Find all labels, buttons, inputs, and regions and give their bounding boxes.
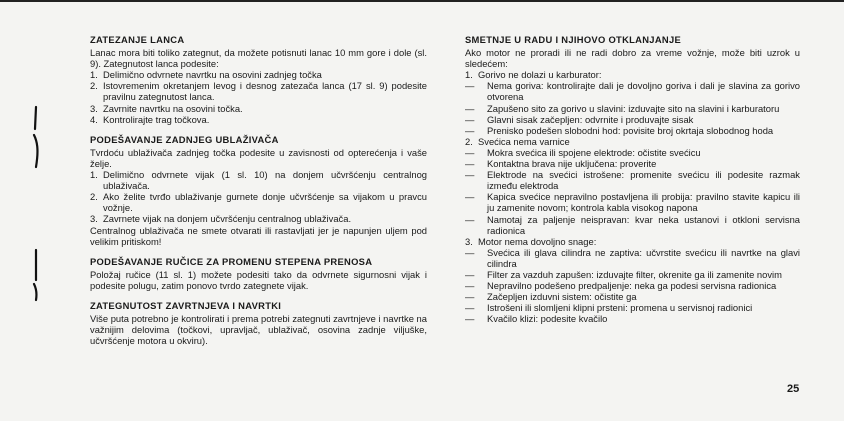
page-number: 25 (787, 383, 800, 395)
section-title: PODEŠAVANJE ZADNJEG UBLAŽIVAČA (90, 133, 279, 145)
section-title: ZATEZANJE LANCA (90, 34, 185, 45)
section-rear-shock (90, 134, 427, 247)
list-item: — Mokra svećica ili spojene elektrode: očistite svećicu (465, 146, 701, 158)
group-label: Svećica nema varnice (478, 135, 570, 147)
dash-list (465, 147, 800, 236)
top-border-line (0, 0, 844, 2)
list-item: — Glavni sisak začepljen: odvrnite i produvajte sisak (465, 113, 694, 125)
right-column (465, 34, 800, 324)
section-title: ZATEGNUTOST ZAVRTNJEVA I NAVRTKI (90, 299, 282, 311)
left-column (90, 34, 427, 355)
dash-list (465, 247, 800, 325)
list-item: — Nema goriva: kontrolirajte dali je dovoljno goriva i dali je slavina za gorivo otvorena (465, 80, 800, 103)
trouble-group-fuel: 1. Gorivo ne dolazi u karburator: — Nema goriva: kontrolirajte dali je dovoljno goriva i dali je slavina za gorivo otvorena — Zapušeno sito za gorivo u slavini: izduvajte sito na slavini i karburatoru — Glavni sisak začepljen: odvrnite i produvajte sisak — Prenisko podešen slobodni hod: povisite broj okrtaja slobodnog hoda (465, 69, 800, 136)
list-item: — Zapušeno sito za gorivo u slavini: izduvajte sito na slavini i karburatoru (465, 102, 780, 114)
section-bolt-tightness (90, 300, 427, 346)
list-item: 1. Delimično odvrnete vijak (1 sl. 10) na donjem učvršćenju centralnog ublaživača. (90, 169, 427, 192)
margin-pen-mark-upper (30, 105, 42, 170)
list-item: — Prenisko podešen slobodni hod: povisite broj okrtaja slobodnog hoda (465, 124, 774, 136)
list-item: 4. Kontrolirajte trag točkova. (90, 113, 210, 125)
list-item: — Namotaj za paljenje neispravan: kvar neka ustanovi i otkloni servisna radionica (465, 213, 800, 236)
list-item: — Kontaktna brava nije uključena: proverite (465, 158, 657, 170)
list-item: 2. Ako želite tvrđo ublaživanje gurnete donje učvršćenje sa vijakom u pravcu vožnje. (90, 191, 427, 214)
section-chain-tension (90, 34, 427, 125)
section-title: PODEŠAVANJE RUČICE ZA PROMENU STEPENA PRENOSA (90, 255, 373, 267)
list-item: — Filter za vazduh zapušen: izduvajte filter, okrenite ga ili zamenite novim (465, 268, 782, 280)
list-item: — Elektrode na svećici istrošene: promenite svećicu ili podesite razmak između elektroda (465, 169, 800, 192)
section-warning: Centralnog ublaživača ne smete otvarati ili rastavljati jer je napunjen uljem pod velikim pritiskom! (90, 224, 427, 247)
section-intro: Lanac mora biti toliko zategnut, da možete potisnuti lanac 10 mm gore i dole (sl. 9). Zategnutost lanca podesite: (90, 47, 427, 70)
section-intro: Položaj ručice (11 sl. 1) možete podesiti tako da odvrnete sigurnosni vijak i podesite polugu, zatim ponovo tvrdo zategnete vijak. (90, 268, 427, 291)
list-item: — Kvačilo klizi: podesite kvačilo (465, 313, 608, 325)
steps-list (90, 169, 427, 224)
steps-list (90, 69, 427, 124)
group-label: Gorivo ne dolazi u karburator: (478, 69, 602, 81)
trouble-group-power: 3. Motor nema dovoljno snage: — Svećica ili glava cilindra ne zaptiva: učvrstite svećicu ili navrtke na glavi cilindra — Filter za vazduh zapušen: izduvajte filter, okrenite ga ili zamenite novim — Nepravilno podešeno predpaljenje: neka ga podesi servisna radionica — Začepljen izduvni sistem: očistite ga — Istrošeni ili slomljeni klipni prsteni: promena u servisnoj radionici — Kvačilo klizi: podesite kvačilo (465, 235, 800, 325)
dash-list (465, 80, 800, 135)
list-item: — Začepljen izduvni sistem: očistite ga (465, 291, 637, 303)
list-item: 2. Istovremenim okretanjem levog i desnog zatezača lanca (17 sl. 9) podesite pravilnu zategnutost lanca. (90, 80, 427, 103)
list-item: 1. Delimično odvrnete navrtku na osovini zadnjeg točka (90, 69, 322, 81)
list-item: 3. Zavrnite navrtku na osovini točka. (90, 102, 243, 114)
margin-pen-mark-lower (30, 248, 42, 303)
section-intro: Tvrdoću ublaživača zadnjeg točka podesite u zavisnosti od opterećenja i vaše želje. (90, 146, 427, 169)
section-gear-lever (90, 256, 427, 291)
trouble-group-spark: 2. Svećica nema varnice — Mokra svećica ili spojene elektrode: očistite svećicu — Kontaktna brava nije uključena: proverite — Elektrode na svećici istrošene: promenite svećicu ili podesite razmak između elektroda — Kapica svećice nepravilno postavljena ili probija: pravilno stavite kapicu ili ju zamenite novom; kontrola kabla visokog napona — Namotaj za paljenje neispravan: kvar neka ustanovi i otkloni servisna radionica (465, 135, 800, 236)
list-item: 3. Zavrnete vijak na donjem učvršćenju centralnog ublaživača. (90, 213, 352, 225)
list-item: — Svećica ili glava cilindra ne zaptiva: učvrstite svećicu ili navrtke na glavi cilindra (465, 246, 800, 269)
list-item: — Nepravilno podešeno predpaljenje: neka ga podesi servisna radionica (465, 280, 777, 292)
list-item: — Kapica svećice nepravilno postavljena ili probija: pravilno stavite kapicu ili ju zamenite novom; kontrola kabla visokog napona (465, 191, 800, 214)
group-label: Motor nema dovoljno snage: (478, 235, 597, 247)
section-intro: Ako motor ne proradi ili ne radi dobro za vreme vožnje, može biti uzrok u sledećem: (465, 47, 800, 70)
list-item: — Istrošeni ili slomljeni klipni prsteni: promena u servisnoj radionici (465, 302, 753, 314)
section-title: SMETNJE U RADU I NJIHOVO OTKLANJANJE (465, 34, 682, 45)
section-intro: Više puta potrebno je kontrolirati i prema potrebi zategnuti zavrtnjeve i navrtke na važnijim delovima (točkovi, upravljač, ublaživač, osovina zadnje viljuške, učvršćenje motora u okviru). (90, 313, 427, 347)
